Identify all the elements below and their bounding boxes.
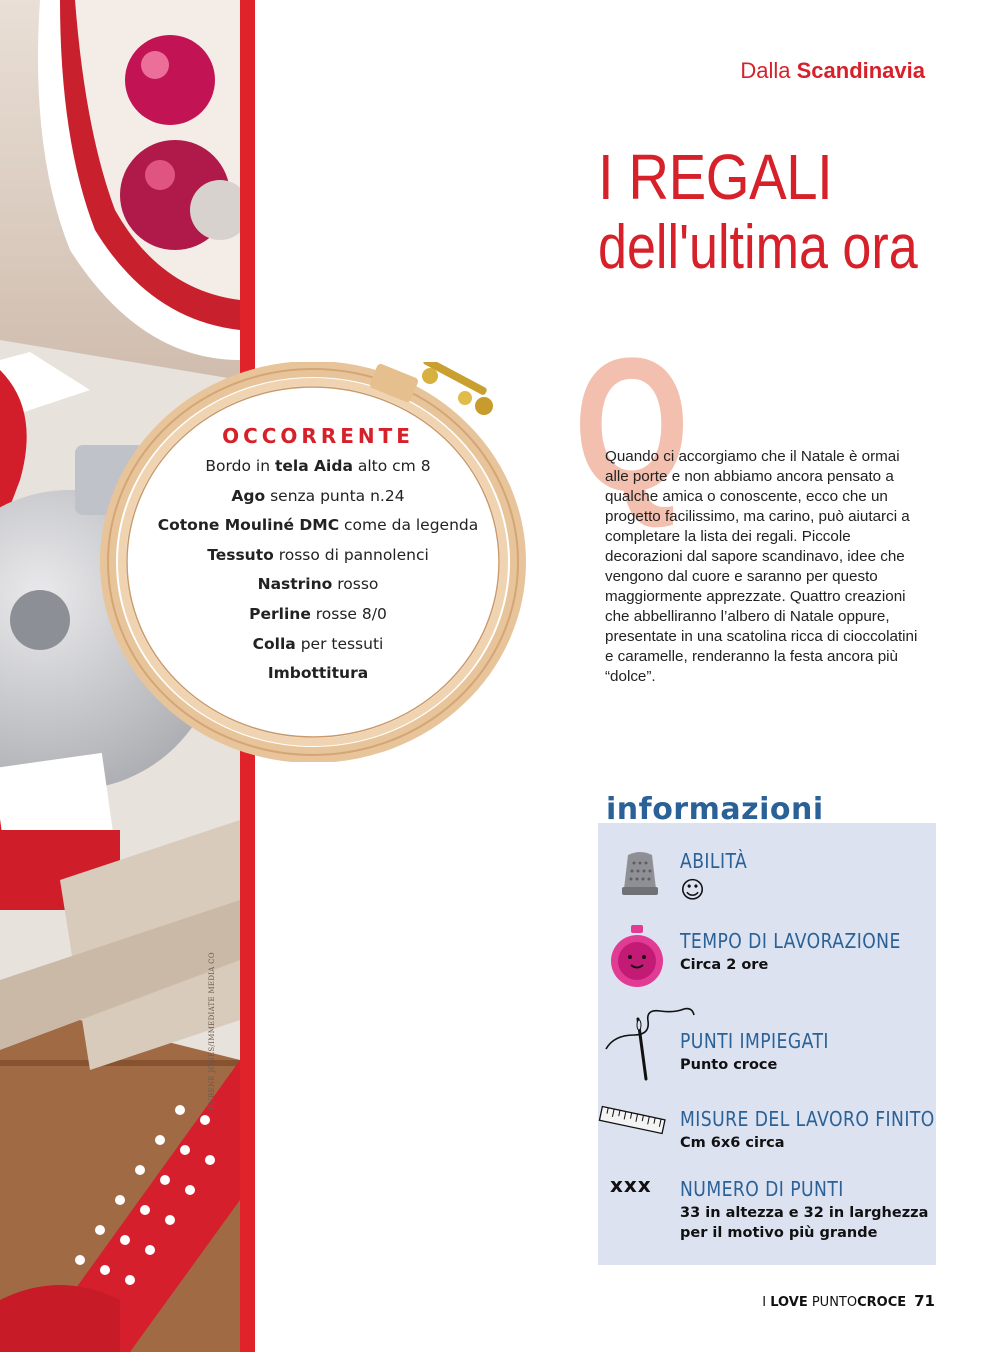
materials-item-bold: tela Aida [274, 457, 353, 475]
info-title: informazioni [606, 792, 824, 827]
intro-text [605, 447, 923, 687]
materials-item-bold: Nastrino [257, 575, 333, 594]
materials-item-bold: Perline [249, 604, 311, 623]
materials-item-bold: Cotone Mouliné DMC [157, 516, 340, 535]
misure-value: Cm 6x6 circa [680, 1135, 785, 1151]
misure-label: MISURE DEL LAVORO FINITO [680, 1107, 935, 1131]
smiley-icon: ☺ [680, 876, 706, 904]
kicker-strong: Scandinavia [796, 58, 925, 83]
materials-item-text: per tessuti [295, 634, 384, 653]
punti-impiegati-value: Punto croce [680, 1057, 778, 1073]
materials-item [130, 600, 506, 630]
materials-item [130, 452, 506, 482]
materials-item [130, 630, 506, 660]
cross-stitch-icon: xxx [610, 1173, 652, 1197]
numero-punti-label: NUMERO DI PUNTI [680, 1177, 844, 1201]
kicker-pre: Dalla [740, 58, 791, 83]
info-numero-punti [680, 1177, 928, 1243]
intro-paragraph: Quando ci accorgiamo che il Natale è ormai alle porte e non abbiamo ancora pensato a qualche amica o conoscente, ecco che un progetto facilissimo, ma carino, può aiutarci a completare la lista dei regali. Piccole decorazioni dal sapore scandinavo, idee che vengono dal cuore e saranno per questo maggiormente apprezzate. Quattro creazioni che abbelliranno l’albero di Natale oppure, presentate in una scatolina ricca di cioccolatini e caramelle, renderanno la festa ancora più “dolce”. [605, 448, 918, 685]
info-box [598, 823, 936, 1265]
footer-pre: I [762, 1295, 771, 1310]
materials-item-bold: Ago [231, 486, 266, 505]
abilita-label: ABILITÀ [680, 849, 748, 873]
drop-cap: Q [574, 319, 690, 531]
numero-punti-value-line1: 33 in altezza e 32 in larghezza [680, 1205, 929, 1221]
tempo-label: TEMPO DI LAVORAZIONE [680, 929, 901, 953]
info-tempo [680, 929, 937, 975]
materials-title: OCCORRENTE [222, 424, 414, 448]
materials-item-text: rosse 8/0 [310, 604, 387, 623]
footer-croce: CROCE [857, 1295, 907, 1310]
page-number: 71 [914, 1292, 935, 1310]
info-abilita [680, 849, 758, 905]
materials-item [130, 482, 506, 512]
materials-item [130, 541, 506, 571]
page-footer [762, 1292, 935, 1310]
numero-punti-value-line2: per il motivo più grande [680, 1225, 878, 1241]
materials-item-bold: Colla [252, 634, 296, 653]
ruler-icon [598, 1103, 666, 1139]
info-misure [680, 1107, 976, 1153]
page-title-line1: I REGALI [598, 141, 833, 213]
timer-icon [610, 925, 664, 991]
info-punti-impiegati [680, 1029, 853, 1075]
photo-credit: DURENE JONES/IMMEDIATE MEDIA CO [208, 952, 216, 1110]
tempo-value: Circa 2 ore [680, 957, 769, 973]
materials-item-text: alto cm 8 [352, 457, 431, 475]
materials-item-bold: Imbottitura [267, 664, 369, 683]
materials-item-text: rosso [332, 575, 379, 594]
materials-item [130, 511, 506, 541]
footer-love: LOVE [770, 1295, 808, 1310]
section-kicker [740, 58, 925, 84]
page-title-line2: dell'ultima ora [598, 213, 918, 282]
materials-item [130, 570, 506, 600]
materials-item-bold: Tessuto [207, 545, 274, 564]
materials-list [130, 424, 506, 689]
materials-item-text: senza punta n.24 [265, 486, 405, 505]
materials-item [130, 659, 506, 689]
punti-impiegati-label: PUNTI IMPIEGATI [680, 1029, 829, 1053]
materials-item-text: come da legenda [339, 516, 479, 535]
materials-item-text: Bordo in [205, 457, 275, 475]
materials-item-text: rosso di pannolenci [273, 545, 429, 564]
thimble-icon [620, 851, 660, 897]
footer-mid: PUNTO [807, 1295, 858, 1310]
